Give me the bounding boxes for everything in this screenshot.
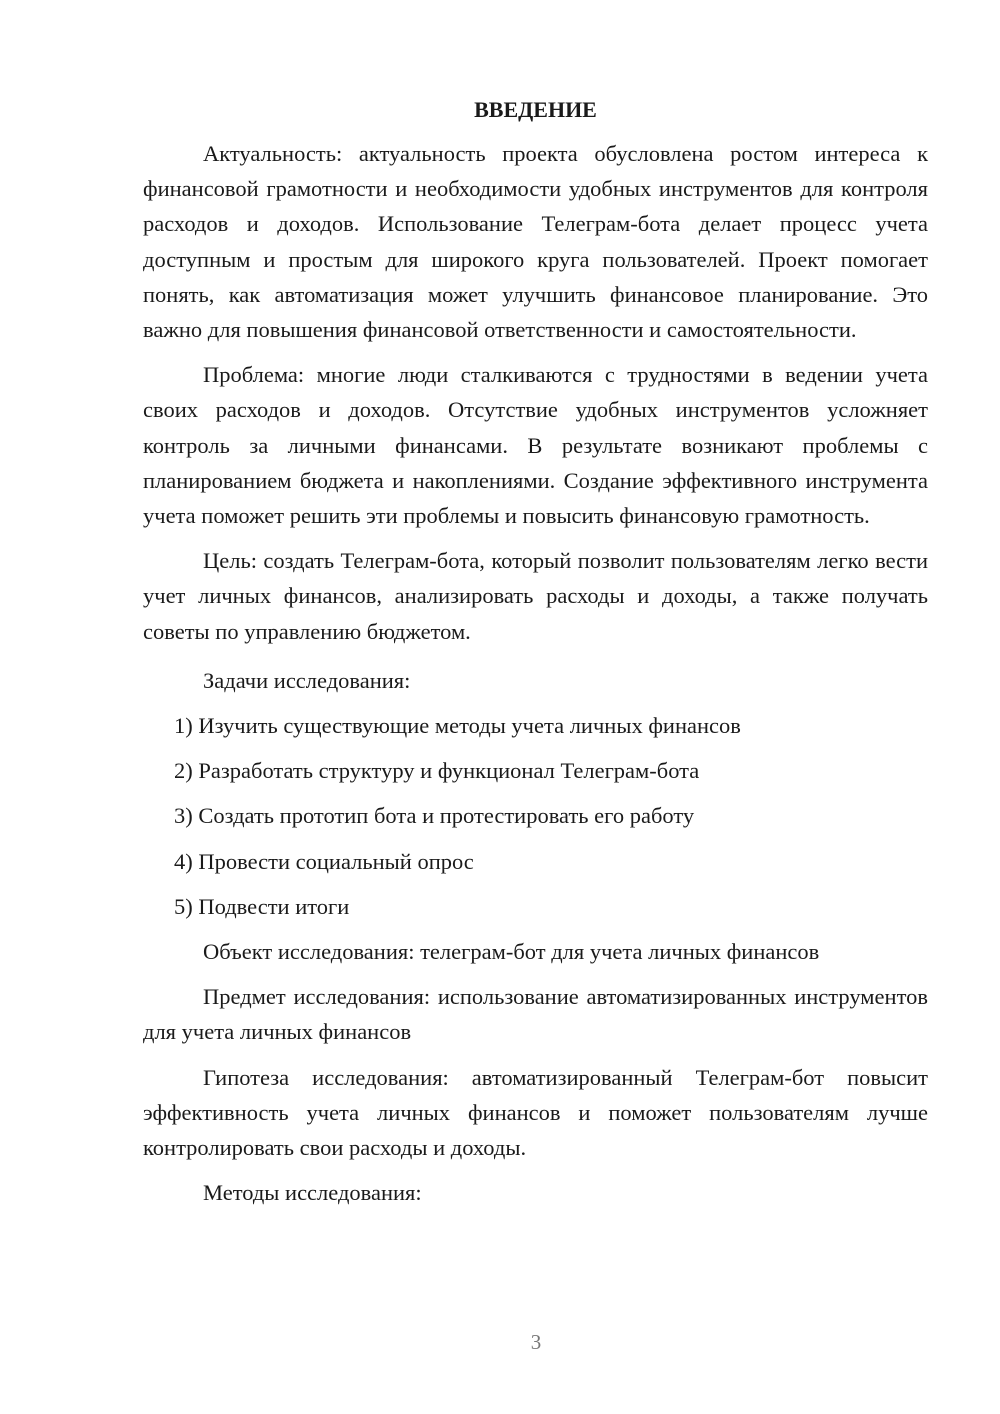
section-heading: ВВЕДЕНИЕ xyxy=(474,97,597,122)
object-paragraph: Объект исследования: телеграм-бот для учета личных финансов xyxy=(203,939,820,965)
tasks-label: Задачи исследования: xyxy=(203,667,411,693)
task-item: 2) Разработать структуру и функционал Телеграм-бота xyxy=(174,758,700,784)
task-item: 3) Создать прототип бота и протестировать его работу xyxy=(174,803,695,829)
task-item: 4) Провести социальный опрос xyxy=(174,848,474,874)
subject-paragraph: Предмет исследования: использование автоматизированных инструментов для учета личных финансов xyxy=(143,984,928,1045)
tasks-list xyxy=(143,708,928,924)
document-page xyxy=(143,90,928,1220)
goal-paragraph: Цель: создать Телеграм-бота, который позволит пользователям легко вести учет личных финансов, анализировать расходы и доходы, а также получать советы по управлению бюджетом. xyxy=(143,548,928,644)
page-number: 3 xyxy=(530,1330,542,1354)
problem-paragraph: Проблема: многие люди сталкиваются с трудностями в ведении учета своих расходов и доходов. Отсутствие удобных инструментов усложняет контроль за личными финансами. В результате возникают проблемы с планированием бюджета и накоплениями. Создание эффективного инструмента учета поможет решить эти проблемы и повысить финансовую грамотность. xyxy=(143,362,928,529)
task-item: 1) Изучить существующие методы учета личных финансов xyxy=(174,713,741,739)
relevance-paragraph: Актуальность: актуальность проекта обусловлена ростом интереса к финансовой грамотности и необходимости удобных инструментов для контроля расходов и доходов. Использование Телеграм-бота делает процесс учета доступным и простым для широкого круга пользователей. Проект помогает понять, как автоматизация может улучшить финансовое планирование. Это важно для повышения финансовой ответственности и самостоятельности. xyxy=(143,141,928,343)
hypothesis-paragraph: Гипотеза исследования: автоматизированный Телеграм-бот повысит эффективность учета личных финансов и поможет пользователям лучше контролировать свои расходы и доходы. xyxy=(143,1064,928,1161)
task-item: 5) Подвести итоги xyxy=(174,893,350,919)
methods-label: Методы исследования: xyxy=(203,1180,422,1206)
